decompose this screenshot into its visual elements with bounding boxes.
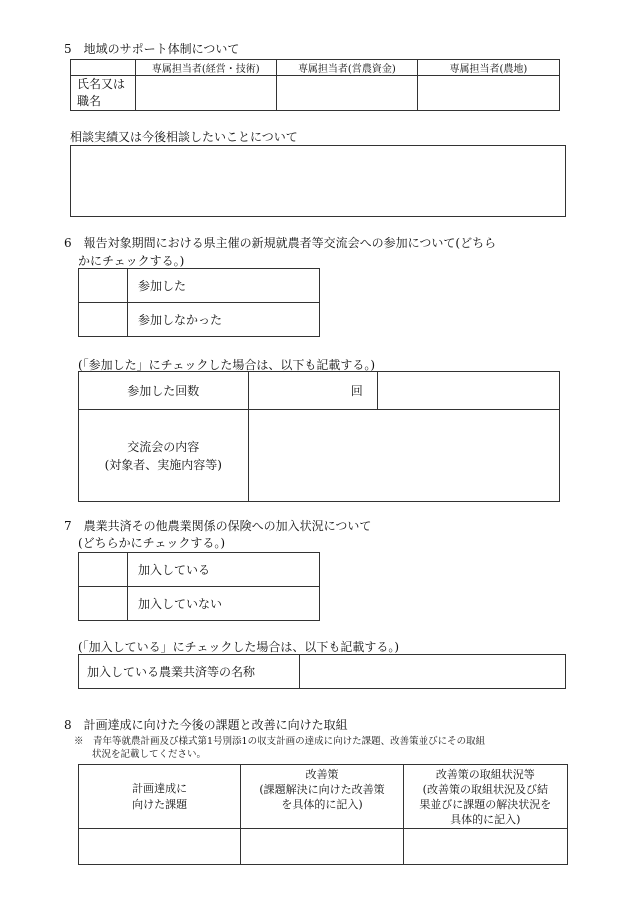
participated-checkbox[interactable]	[79, 269, 128, 303]
status-col-header: 改善策の取組状況等 (改善策の取組状況及び結 果並びに課題の解決状況を 具体的に記入)	[403, 765, 567, 829]
col-header-finance: 専属担当者(営農資金)	[276, 60, 417, 76]
section5-heading: 5 地域のサポート体制について	[64, 42, 240, 56]
section8-note: ※ 青年等就農計画及び様式第1号別添1の収支計画の達成に向けた課題、改善策並びにその取組 状況を記載してください。	[74, 736, 486, 760]
section6-heading: 6 報告対象期間における県主催の新規就農者等交流会への参加について(どちら かにチェックする。)	[64, 236, 497, 268]
section6-note: (「参加した」にチェックした場合は、以下も記載する。)	[78, 358, 376, 372]
status-input[interactable]	[403, 829, 567, 865]
issues-col-header: 計画達成に 向けた課題	[79, 765, 241, 829]
insurance-check-table	[78, 552, 320, 621]
management-staff-input[interactable]	[135, 76, 276, 111]
not-enrolled-checkbox[interactable]	[79, 587, 128, 621]
consult-textarea[interactable]	[70, 145, 566, 217]
name-or-title-label: 氏名又は 職名	[71, 76, 136, 111]
section7-note: (「加入している」にチェックした場合は、以下も記載する。)	[78, 640, 400, 654]
improvement-input[interactable]	[241, 829, 403, 865]
insurance-name-label: 加入している農業共済等の名称	[79, 655, 300, 689]
content-input[interactable]	[248, 410, 559, 502]
consult-label: 相談実績又は今後相談したいことについて	[70, 130, 298, 144]
not-enrolled-label: 加入していない	[128, 587, 320, 621]
count-label: 参加した回数	[79, 372, 249, 410]
finance-staff-input[interactable]	[276, 76, 417, 111]
section8-heading: 8 計画達成に向けた今後の課題と改善に向けた取組	[64, 718, 348, 732]
support-staff-table	[70, 59, 560, 111]
col-header-farmland: 専属担当者(農地)	[417, 60, 559, 76]
participation-check-table	[78, 268, 320, 337]
enrolled-label: 加入している	[128, 553, 320, 587]
enrolled-checkbox[interactable]	[79, 553, 128, 587]
exchange-details-table	[78, 371, 560, 502]
not-participated-checkbox[interactable]	[79, 303, 128, 337]
insurance-name-input[interactable]	[300, 655, 566, 689]
issues-table	[78, 764, 568, 865]
section7-heading: 7 農業共済その他農業関係の保険への加入状況について (どちらかにチェックする。)	[64, 519, 372, 550]
improvement-col-header: 改善策 (課題解決に向けた改善策 を具体的に記入)	[241, 765, 403, 829]
insurance-name-table	[78, 654, 566, 689]
count-unit: 回	[350, 384, 363, 398]
col-header-management: 専属担当者(経営・技術)	[135, 60, 276, 76]
content-label: 交流会の内容 (対象者、実施内容等)	[79, 410, 249, 502]
count-input[interactable]	[248, 372, 377, 410]
not-participated-label: 参加しなかった	[128, 303, 320, 337]
farmland-staff-input[interactable]	[417, 76, 559, 111]
issues-input[interactable]	[79, 829, 241, 865]
participated-label: 参加した	[128, 269, 320, 303]
